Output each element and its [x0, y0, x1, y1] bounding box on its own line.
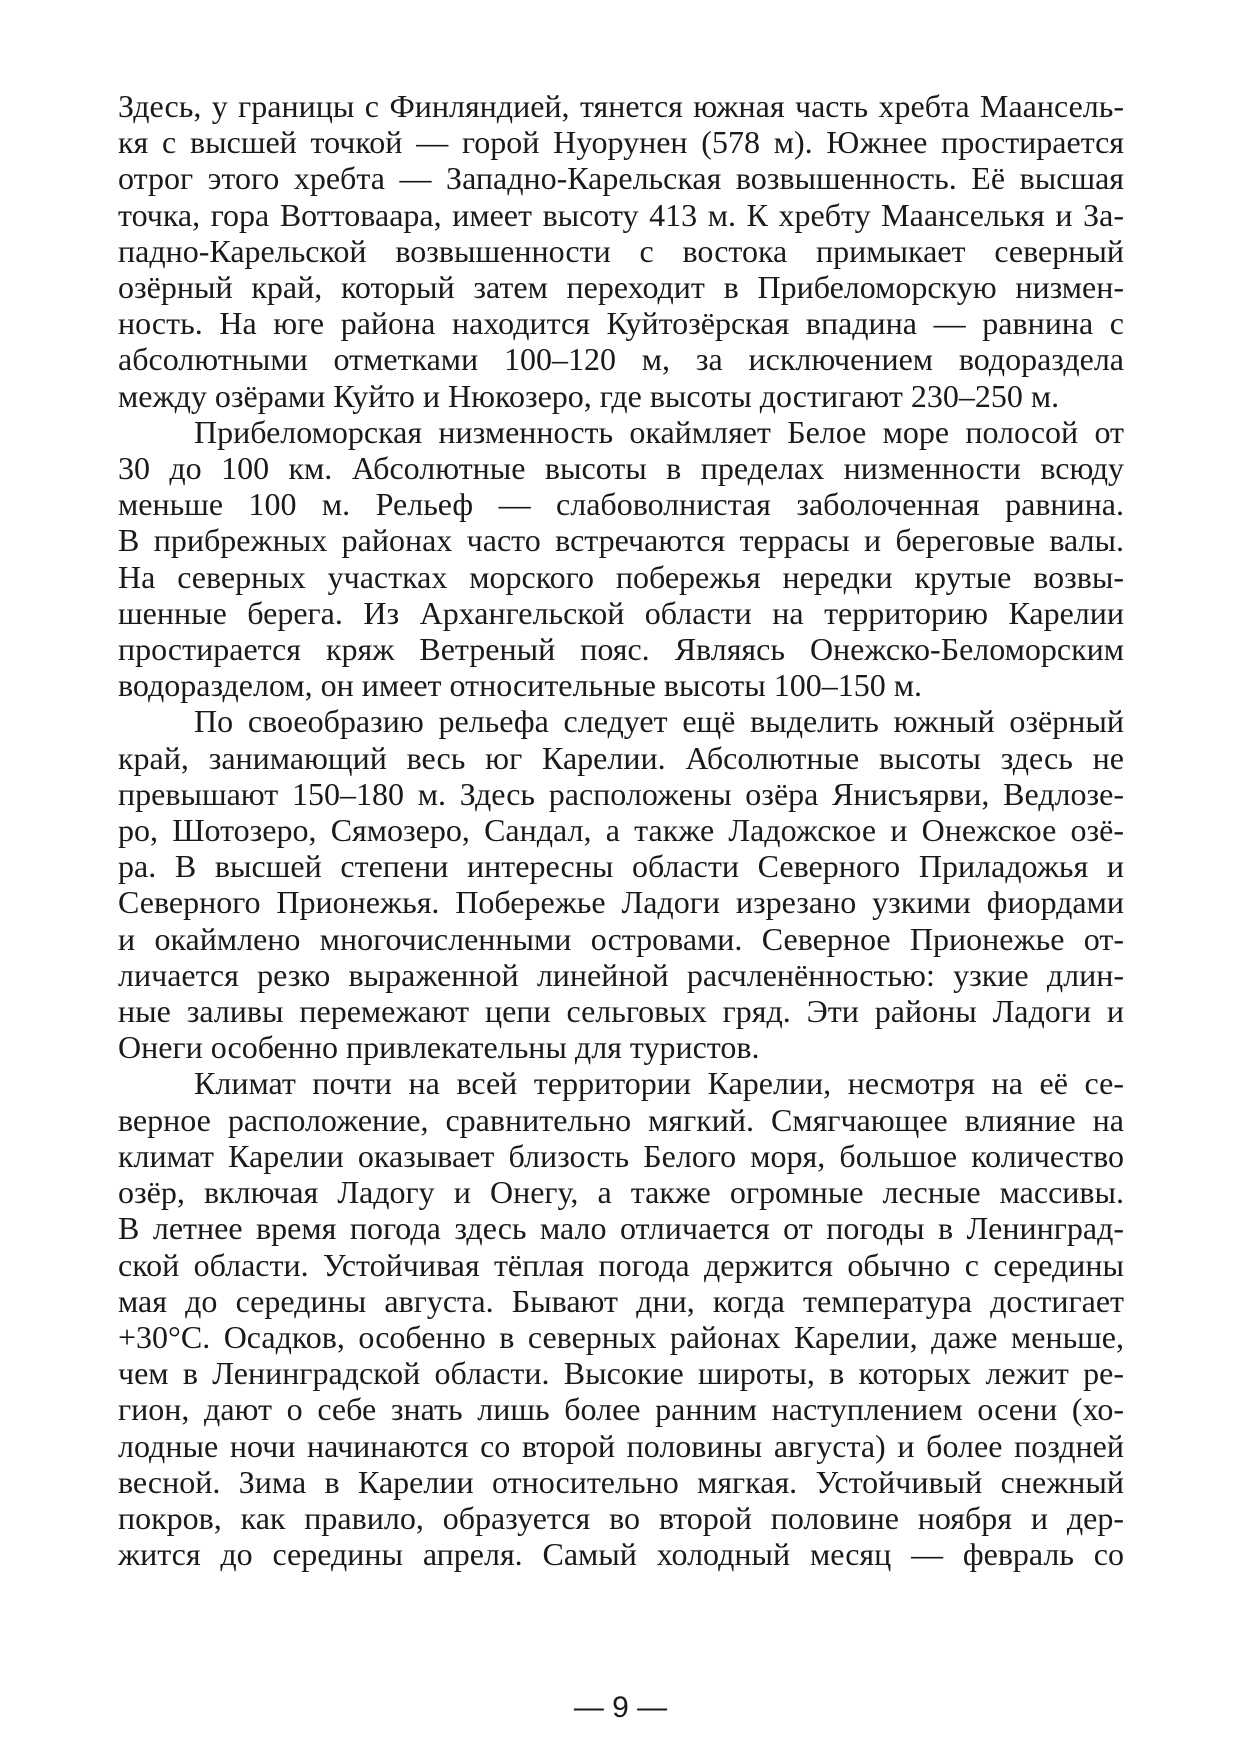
text-line: ные заливы перемежают цепи сельговых гряд. Эти районы Ладоги и: [118, 993, 1124, 1030]
text-line: ро, Шотозеро, Сямозеро, Сандал, а также Ладожское и Онежское озё-: [118, 812, 1124, 849]
text-line: Онеги особенно привлекательны для туристов.: [118, 1029, 760, 1066]
text-line: Прибеломорская низменность окаймляет Белое море полосой от: [194, 413, 1124, 450]
text-line: жится до середины апреля. Самый холодный месяц — февраль со: [118, 1536, 1124, 1573]
text-line: покров, как правило, образуется во второй половине ноября и дер-: [118, 1499, 1124, 1536]
text-line: между озёрами Куйто и Нюкозеро, где высоты достигают 230–250 м.: [118, 377, 1060, 414]
paragraph-1: [118, 88, 1124, 414]
text-line: превышают 150–180 м. Здесь расположены озёра Янисъярви, Ведлозе-: [118, 775, 1124, 812]
text-line: В прибрежных районах часто встречаются террасы и береговые валы.: [118, 522, 1124, 559]
paragraph-2: [118, 414, 1124, 704]
text-line: лодные ночи начинаются со второй половины августа) и более поздней: [118, 1427, 1124, 1464]
text-line: кя с высшей точкой — горой Нуорунен (578 м). Южнее простирается: [118, 124, 1124, 161]
text-line: +30°С. Осадков, особенно в северных районах Карелии, даже меньше,: [118, 1318, 1124, 1355]
text-line: Здесь, у границы с Финляндией, тянется южная часть хребта Маансель-: [118, 88, 1124, 124]
text-line: ра. В высшей степени интересны области Северного Приладожья и: [118, 848, 1124, 885]
text-line: чем в Ленинградской области. Высокие широты, в которых лежит ре-: [118, 1355, 1124, 1392]
text-line: водоразделом, он имеет относительные высоты 100–150 м.: [118, 667, 923, 704]
text-line: весной. Зима в Карелии относительно мягкая. Устойчивый снежный: [118, 1463, 1124, 1500]
text-line: По своеобразию рельефа следует ещё выделить южный озёрный: [194, 703, 1124, 740]
text-line: верное расположение, сравнительно мягкий. Смягчающее влияние на: [118, 1101, 1124, 1138]
text-line: абсолютными отметками 100–120 м, за исключением водораздела: [118, 341, 1124, 378]
text-line: край, занимающий весь юг Карелии. Абсолютные высоты здесь не: [118, 739, 1124, 776]
text-line: В летнее время погода здесь мало отличается от погоды в Ленинград-: [118, 1210, 1124, 1247]
text-line: падно-Карельской возвышенности с востока примыкает северный: [118, 232, 1124, 269]
text-line: Климат почти на всей территории Карелии, несмотря на её се-: [194, 1065, 1124, 1102]
text-line: 30 до 100 км. Абсолютные высоты в пределах низменности всюду: [118, 450, 1124, 487]
text-line: меньше 100 м. Рельеф — слабоволнистая заболоченная равнина.: [118, 486, 1124, 523]
text-line: простирается кряж Ветреный пояс. Являясь Онежско-Беломорским: [118, 631, 1124, 668]
text-line: и окаймлено многочисленными островами. Северное Прионежье от-: [118, 920, 1124, 957]
text-line: ность. На юге района находится Куйтозёрская впадина — равнина с: [118, 305, 1124, 342]
text-line: шенные берега. Из Архангельской области на территорию Карелии: [118, 594, 1124, 631]
text-line: отрог этого хребта — Западно-Карельская возвышенность. Её высшая: [118, 160, 1124, 197]
text-line: озёр, включая Ладогу и Онегу, а также огромные лесные массивы.: [118, 1174, 1124, 1211]
text-line: На северных участках морского побережья нередки крутые возвы-: [118, 558, 1124, 595]
paragraph-3: [118, 703, 1124, 1065]
text-line: точка, гора Воттоваара, имеет высоту 413 м. К хребту Маанселькя и За-: [118, 196, 1124, 233]
paragraph-4: [118, 1065, 1124, 1572]
text-line: климат Карелии оказывает близость Белого моря, большое количество: [118, 1137, 1124, 1174]
text-line: озёрный край, который затем переходит в Прибеломорскую низмен-: [118, 269, 1124, 306]
text-line: Северного Прионежья. Побережье Ладоги изрезано узкими фиордами: [118, 884, 1124, 921]
page-number: — 9 —: [573, 1691, 668, 1724]
text-line: личается резко выраженной линейной расчленённостью: узкие длин-: [118, 956, 1124, 993]
text-line: мая до середины августа. Бывают дни, когда температура достигает: [118, 1282, 1124, 1319]
text-line: гион, дают о себе знать лишь более ранним наступлением осени (хо-: [118, 1391, 1124, 1428]
text-line: ской области. Устойчивая тёплая погода держится обычно с середины: [118, 1246, 1124, 1283]
body-text: [118, 88, 1124, 1572]
